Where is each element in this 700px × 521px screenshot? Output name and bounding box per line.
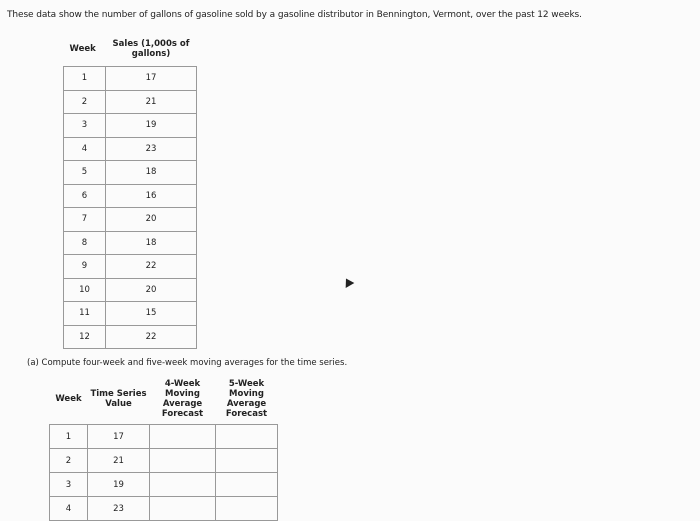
- time-series-cell: 21: [88, 449, 150, 473]
- four-week-forecast-input[interactable]: [150, 497, 216, 521]
- sales-cell: 22: [106, 325, 197, 349]
- four-week-forecast-input[interactable]: [150, 425, 216, 449]
- sales-cell: 20: [106, 278, 197, 302]
- table-row: [64, 325, 197, 349]
- table-row: [64, 161, 197, 185]
- week-cell: 11: [64, 302, 106, 326]
- sales-cell: 19: [106, 114, 197, 138]
- week-cell: 8: [64, 231, 106, 255]
- time-series-cell: 19: [88, 473, 150, 497]
- time-series-cell: 23: [88, 497, 150, 521]
- time-series-cell: 17: [88, 425, 150, 449]
- week-header: Week: [69, 44, 96, 54]
- sales-cell: 21: [106, 90, 197, 114]
- sales-cell: 20: [106, 208, 197, 232]
- week-cell: 4: [64, 137, 106, 161]
- table-row: [64, 90, 197, 114]
- week-cell: 5: [64, 161, 106, 185]
- table-row: [64, 184, 197, 208]
- mouse-cursor-icon: [342, 276, 355, 288]
- five-week-forecast-input[interactable]: [216, 449, 278, 473]
- week-cell: 3: [50, 473, 88, 497]
- sales-cell: 17: [106, 67, 197, 91]
- table-row: [64, 137, 197, 161]
- week-cell: 2: [50, 449, 88, 473]
- week-cell: 7: [64, 208, 106, 232]
- table-row: [64, 278, 197, 302]
- week-cell: 9: [64, 255, 106, 279]
- table-row: [64, 302, 197, 326]
- table-row: [64, 255, 197, 279]
- five-week-forecast-input[interactable]: [216, 425, 278, 449]
- intro-text: These data show the number of gallons of gasoline sold by a gasoline distributor in Bennington, Vermont, over the past 12 weeks.: [7, 10, 582, 20]
- table-row: [64, 231, 197, 255]
- moving-average-table: [49, 374, 278, 521]
- sales-table-header: [64, 32, 197, 67]
- week-cell: 10: [64, 278, 106, 302]
- sales-cell: 16: [106, 184, 197, 208]
- table-row: [64, 208, 197, 232]
- week-cell: 2: [64, 90, 106, 114]
- sales-cell: 15: [106, 302, 197, 326]
- sales-cell: 22: [106, 255, 197, 279]
- week-cell: 1: [50, 425, 88, 449]
- five-week-forecast-input[interactable]: [216, 473, 278, 497]
- sales-cell: 18: [106, 161, 197, 185]
- four-week-header: 4-Week Moving Average Forecast: [161, 379, 204, 419]
- table-row: [64, 114, 197, 138]
- sales-cell: 23: [106, 137, 197, 161]
- four-week-forecast-input[interactable]: [150, 473, 216, 497]
- four-week-forecast-input[interactable]: [150, 449, 216, 473]
- sales-table: [63, 32, 197, 349]
- table-row: [64, 67, 197, 91]
- sales-header: Sales (1,000s of gallons): [112, 39, 190, 59]
- sales-cell: 18: [106, 231, 197, 255]
- time-series-header: Time Series Value: [90, 389, 147, 409]
- week-cell: 12: [64, 325, 106, 349]
- table-row: [50, 425, 278, 449]
- question-a: (a) Compute four-week and five-week moving averages for the time series.: [27, 358, 348, 368]
- week-header: Week: [55, 394, 82, 404]
- five-week-header: 5-Week Moving Average Forecast: [225, 379, 268, 419]
- week-cell: 1: [64, 67, 106, 91]
- five-week-forecast-input[interactable]: [216, 497, 278, 521]
- table-row: [50, 449, 278, 473]
- table-row: [50, 497, 278, 521]
- week-cell: 3: [64, 114, 106, 138]
- table-row: [50, 473, 278, 497]
- moving-average-table-header: [50, 374, 278, 425]
- week-cell: 6: [64, 184, 106, 208]
- week-cell: 4: [50, 497, 88, 521]
